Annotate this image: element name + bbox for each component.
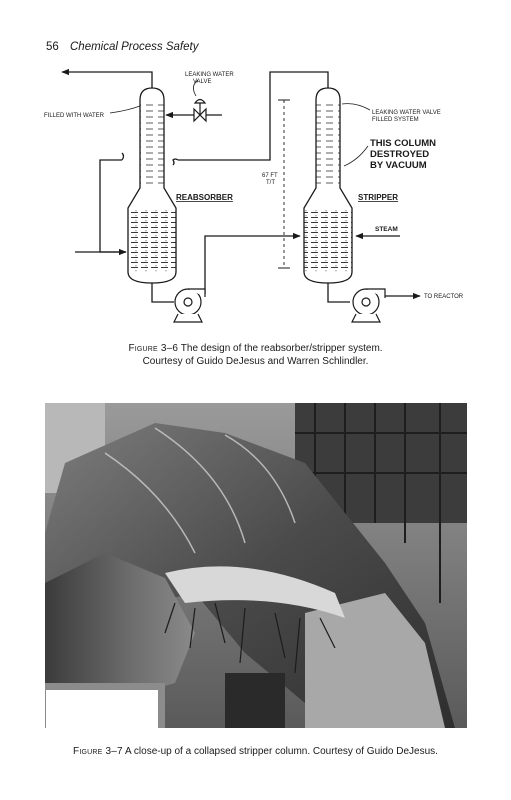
label-leaking-water-valve-1: LEAKING WATER (185, 72, 234, 78)
label-leaking-valve-filled-system-2: FILLED SYSTEM (372, 117, 419, 123)
label-height-1: 67 FT (262, 173, 278, 179)
redaction-box (46, 690, 158, 728)
stripper-column (304, 88, 352, 283)
figure-3-6-caption (0, 342, 511, 368)
collapsed-stripper-photo (45, 403, 467, 728)
label-to-reactor: TO REACTOR (424, 294, 464, 300)
pump-icon (174, 289, 205, 322)
figure-3-6-label: Figure 3–6 (128, 343, 179, 354)
pump-icon (352, 289, 385, 322)
label-height-2: T/T (266, 180, 275, 186)
label-filled-with-water: FILLED WITH WATER (44, 113, 104, 119)
label-destroyed-3: BY VACUUM (370, 160, 427, 171)
label-reabsorber: REABSORBER (176, 193, 233, 202)
reabsorber-column (128, 88, 176, 283)
reabsorber-stripper-diagram (0, 58, 511, 333)
label-leaking-water-valve-2: VALVE (193, 79, 212, 85)
label-steam: STEAM (375, 226, 398, 233)
label-stripper: STRIPPER (358, 193, 399, 202)
figure-3-6-caption-line2: Courtesy of Guido DeJesus and Warren Schlindler. (142, 356, 369, 367)
figure-3-7-caption-text: A close-up of a collapsed stripper column. Courtesy of Guido DeJesus. (125, 746, 438, 757)
label-leaking-valve-filled-system-1: LEAKING WATER VALVE (372, 110, 441, 116)
label-destroyed-1: THIS COLUMN (370, 138, 436, 149)
page-number: 56 (46, 41, 59, 53)
running-head (46, 41, 198, 53)
figure-3-7-caption (0, 745, 511, 758)
label-destroyed-2: DESTROYED (370, 149, 430, 160)
leaking-water-valve (194, 100, 206, 122)
figure-3-7-label: Figure 3–7 (73, 746, 123, 757)
figure-3-6-caption-line1: The design of the reabsorber/stripper system. (180, 343, 383, 354)
book-title: Chemical Process Safety (70, 41, 199, 53)
